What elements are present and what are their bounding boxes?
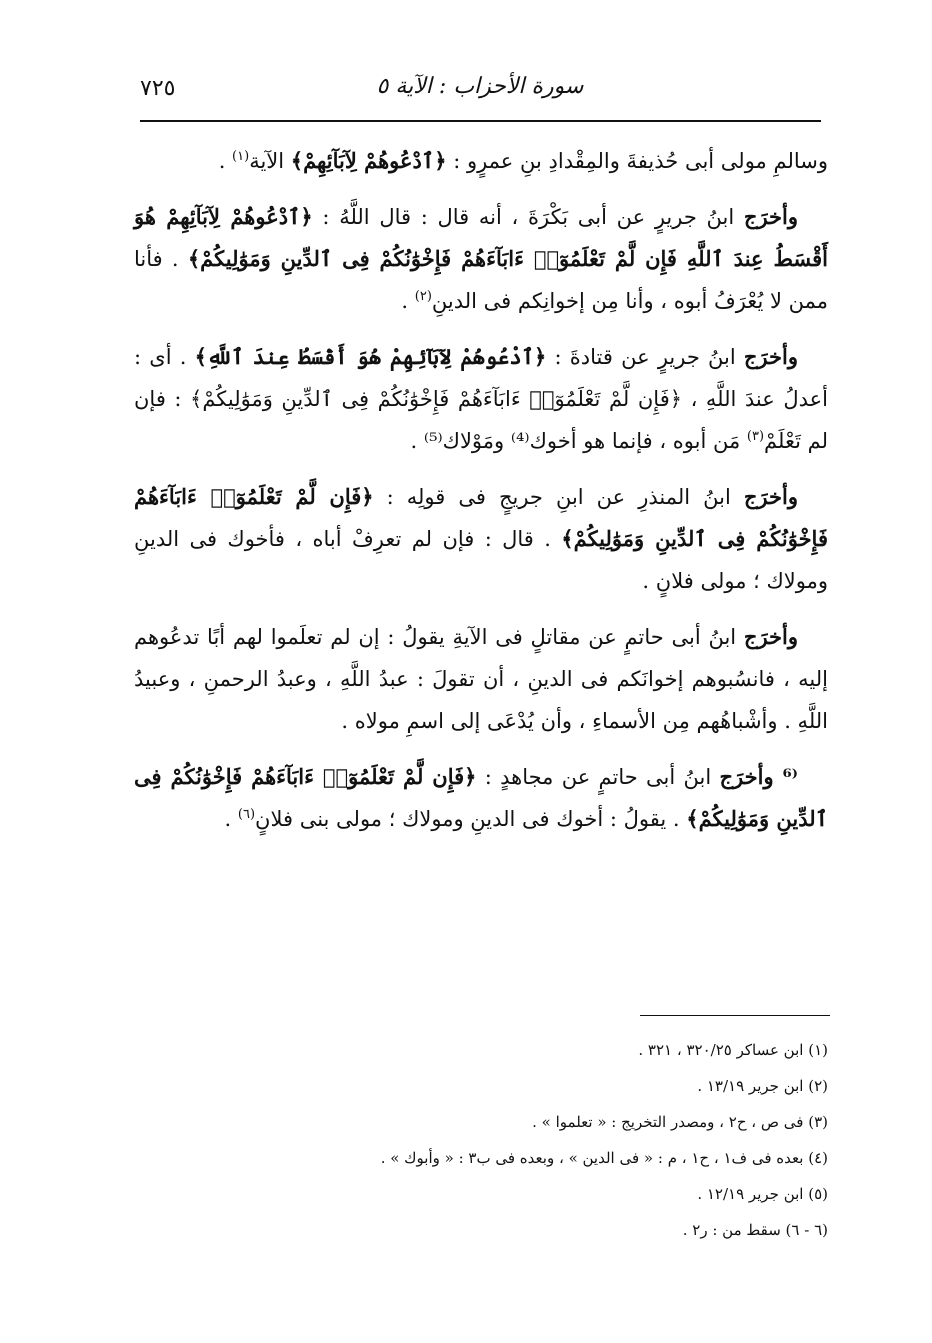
footnote: (٦ - ٦) سقط من : ر٢ . xyxy=(682,1221,828,1239)
footnote: (١) ابن عساكر ٣٢٠/٢٥ ، ٣٢١ . xyxy=(638,1041,828,1059)
paragraph-text: ابنُ جريرٍ عن أبى بَكْرَةَ ، أنه قال : قال اللَّهُ : xyxy=(312,205,744,229)
footnote-marker: (٢) xyxy=(414,289,432,304)
running-title: سورة الأحزاب : الآية ٥ xyxy=(376,74,584,99)
paragraph xyxy=(134,756,828,840)
paragraph-text: وسالمِ مولى أبى حُذيفةَ والمِقْدادِ بنِ عمرٍو : xyxy=(446,149,828,173)
paragraph-text: ابنُ المنذرِ عن ابنِ جريجٍ فى قولِه : xyxy=(373,485,744,509)
footnote: (٢) ابن جرير ١٣/١٩ . xyxy=(697,1077,828,1095)
page-header xyxy=(140,70,820,110)
paragraph-text: . قال : فإن لم تعرِفْ أباه ، فأخوك فى الدينِ ومولاك ؛ مولى فلانٍ . xyxy=(134,527,828,593)
header-rule xyxy=(140,120,821,122)
paragraph-text: . xyxy=(401,289,415,313)
quran-verse: ﴿ٱدْعُوهُمْ لِآبَآئِهِمْ هُوَ أَقْسَطُ عِندَ ٱللَّهِ﴾ xyxy=(194,344,547,369)
paragraph-lead: وأخرَج xyxy=(743,484,798,509)
paragraph xyxy=(134,336,828,462)
paragraph-text: . أى : أعدلُ عندَ اللَّهِ ، ﴿فَإِن لَّمْ تَعْلَمُوٓا۟ ءَابَآءَهُمْ فَإِخْوَٰنُكُمْ فِى ٱلدِّينِ وَمَوَٰلِيكُمْ﴾ : فإن لم تَعْلَمْ xyxy=(134,345,828,453)
paragraph-lead: ⁽⁶ وأخرَج xyxy=(719,764,798,789)
footnote-rule xyxy=(640,1015,830,1016)
page-number: ٧٢٥ xyxy=(140,76,176,101)
footnote-marker: (٣) xyxy=(746,429,765,444)
paragraph-lead: وأخرَج xyxy=(743,204,799,229)
quran-verse: ﴿فَإِن لَّمْ تَعْلَمُوٓا۟ ءَابَآءَهُمْ فَإِخْوَٰنُكُمْ فِى ٱلدِّينِ وَمَوَٰلِيكُمْ﴾ xyxy=(134,764,828,831)
paragraph-text: ابنُ أبى حاتمٍ عن مقاتلٍ فى الآيةِ يقولُ : إن لم تعلَموا لهم أبًا تدعُوهم إليه ، فانسُبوهم إخوانَكم فى الدينِ ، أن تقولَ : عبدُ اللَّهِ ، وعبدُ الرحمنِ ، وعبيدُ اللَّهِ . وأشْباهُهم مِن الأسماءِ ، وأن يُدْعَى إلى اسمِ مولاه . xyxy=(134,625,828,733)
footnote-marker: (١) xyxy=(232,149,250,164)
paragraph-text: . يقولُ : أخوك فى الدينِ ومولاك ؛ مولى بنى فلانٍ xyxy=(255,807,687,831)
paragraph-text: الآية xyxy=(249,149,291,173)
paragraph xyxy=(134,476,828,602)
paragraph-text: . xyxy=(224,807,238,831)
paragraph-lead: وأخرَج xyxy=(743,344,798,369)
footnote: (٥) ابن جرير ١٢/١٩ . xyxy=(697,1185,828,1203)
body-text xyxy=(134,140,828,854)
paragraph xyxy=(134,140,828,182)
quran-verse: ﴿فَإِن لَّمْ تَعْلَمُوٓا۟ ءَابَآءَهُمْ فَإِخْوَٰنُكُمْ فِى ٱلدِّينِ وَمَوَٰلِيكُمْ﴾ xyxy=(134,484,828,551)
footnotes xyxy=(200,1032,828,1248)
paragraph-lead: وأخرَج xyxy=(743,624,798,649)
paragraph-text: ابنُ جريرٍ عن قتادةَ : xyxy=(546,345,744,369)
footnote: (٤) بعده فى ف١ ، ح١ ، م : « فى الدين » ، وبعده فى ب٣ : « وأبوك » . xyxy=(380,1149,828,1167)
paragraph-text: مَن أبوه ، فإنما هو أخوك⁽⁴⁾ ومَوْلاك⁽⁵⁾ . xyxy=(410,429,747,453)
paragraph xyxy=(134,616,828,742)
footnote: (٣) فى ص ، ح٢ ، ومصدر التخريج : « تعلموا » . xyxy=(532,1113,828,1131)
quran-verse: ﴿ٱدْعُوهُمْ لِآبَآئِهِمْ هُوَ أَقْسَطُ عِندَ ٱللَّهِ فَإِن لَّمْ تَعْلَمُوٓا۟ ءَابَآءَهُمْ فَإِخْوَٰنُكُمْ فِى ٱلدِّينِ وَمَوَٰلِيكُمْ﴾ xyxy=(134,204,828,271)
footnote-marker: (٦) xyxy=(237,807,256,822)
paragraph-text: . xyxy=(218,149,233,173)
paragraph xyxy=(134,196,828,322)
quran-verse: ﴿ٱدْعُوهُمْ لِآبَآئِهِمْ﴾ xyxy=(290,148,447,173)
paragraph-text: ابنُ أبى حاتمٍ عن مجاهدٍ : xyxy=(476,765,720,789)
paragraph-text: . فأنا ممن لا يُعْرَفُ أبوه ، وأنا مِن إخوانِكم فى الدينِ xyxy=(134,247,828,313)
